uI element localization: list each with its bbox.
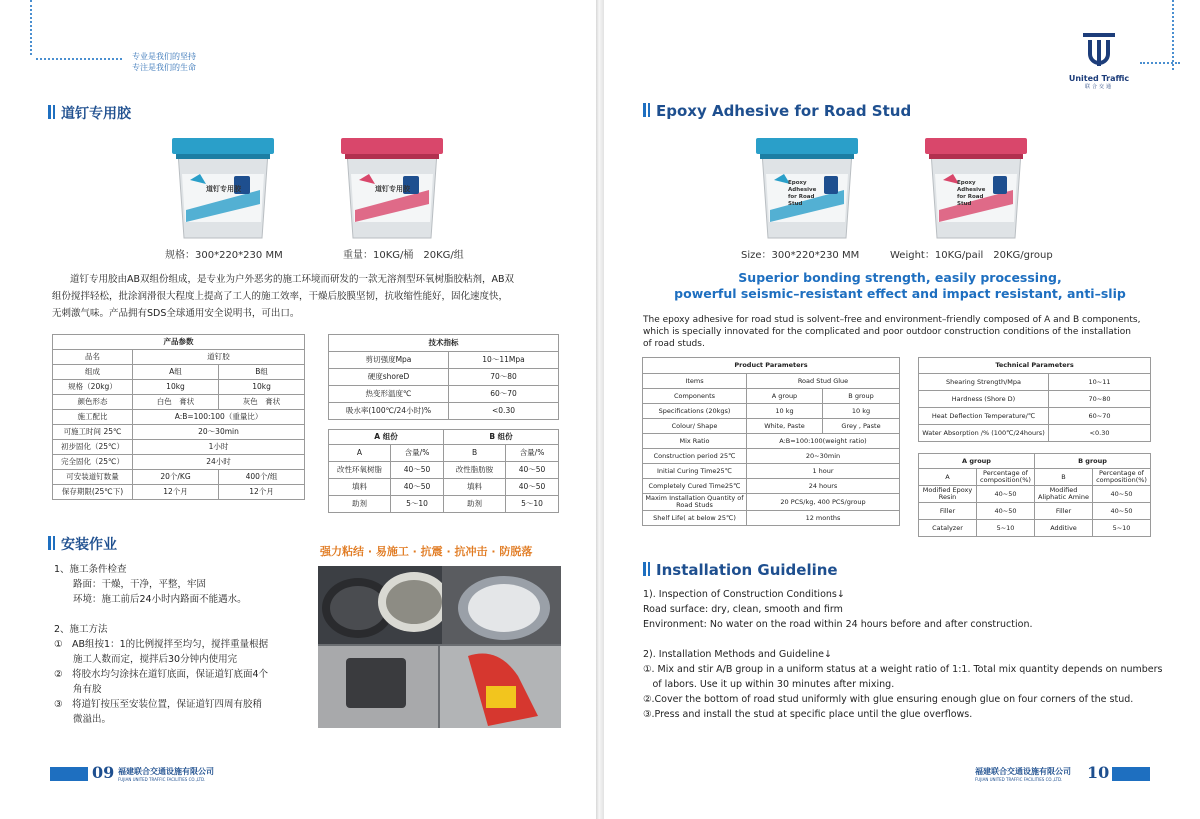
slogan-line-2: 专注是我们的生命 bbox=[132, 63, 196, 72]
technical-indicators-table bbox=[328, 334, 559, 420]
table-cell: White, Paste bbox=[747, 419, 823, 434]
install-line: 施工人数而定，搅拌后30分钟内使用完 bbox=[54, 654, 238, 665]
install-title-text: 安装作业 bbox=[61, 537, 117, 553]
footer-bar bbox=[1112, 767, 1150, 781]
install-steps bbox=[54, 562, 268, 727]
table-cell: Specifications (20kgs) bbox=[643, 404, 747, 419]
table-cell: Percentage of composition(%) bbox=[977, 469, 1035, 486]
table-cell: A bbox=[919, 469, 977, 486]
table-cell: 24小时 bbox=[133, 455, 305, 470]
install-line: ① AB组按1：1的比例搅拌至均匀，搅拌重量根据 bbox=[54, 639, 269, 650]
composition-table bbox=[328, 429, 559, 513]
table-cell: 10kg bbox=[133, 380, 219, 395]
table-row bbox=[919, 520, 1151, 537]
table-cell: 初步固化（25℃） bbox=[53, 440, 133, 455]
table-cell: 12个月 bbox=[219, 485, 305, 500]
table-cell: B组 bbox=[219, 365, 305, 380]
size-caption: Size：300*220*230 MM bbox=[741, 250, 860, 261]
table-row bbox=[53, 380, 305, 395]
feature-caption: 强力粘结 · 易施工 · 抗震 · 抗冲击 · 防脱落 bbox=[320, 545, 533, 558]
table-cell: 40～50 bbox=[391, 479, 444, 496]
table-header: B group bbox=[1035, 454, 1151, 469]
table-cell: <0.30 bbox=[1049, 425, 1151, 442]
table-cell: 助剂 bbox=[444, 496, 506, 513]
install-line: 2). Installation Methods and Guideline↓ bbox=[643, 649, 832, 660]
table-row bbox=[919, 374, 1151, 391]
product-bucket-a bbox=[752, 134, 862, 246]
install-line bbox=[54, 607, 268, 622]
table-header: B 组份 bbox=[444, 430, 559, 445]
table-cell: 组成 bbox=[53, 365, 133, 380]
description-line: 道钉专用胶由AB双组份组成，是专业为户外恶劣的施工环境而研发的一款无溶剂型环氧树脂胶粘剂，AB双 bbox=[70, 274, 515, 285]
table-cell: 品名 bbox=[53, 350, 133, 365]
table-cell: Colour/ Shape bbox=[643, 419, 747, 434]
table-cell: Modified Aliphatic Amine bbox=[1035, 486, 1093, 503]
table-cell: 白色 膏状 bbox=[133, 395, 219, 410]
bucket-label: 道钉专用胶 bbox=[206, 185, 241, 193]
table-cell: B bbox=[444, 445, 506, 462]
table-cell: Additive bbox=[1035, 520, 1093, 537]
weight-caption: 重量：10KG/桶 20KG/组 bbox=[343, 250, 464, 261]
tagline-line: powerful seismic–resistant effect and impact resistant, anti–slip bbox=[674, 286, 1126, 301]
table-cell: 20~30min bbox=[747, 449, 900, 464]
table-cell: 60～70 bbox=[449, 386, 559, 403]
product-parameters-table bbox=[642, 357, 900, 526]
install-line: ③ 将道钉按压至安装位置，保证道钉四周有胶稍 bbox=[54, 699, 263, 710]
installation-photo-collage bbox=[318, 566, 561, 728]
table-cell: 热变形温度℃ bbox=[329, 386, 449, 403]
table-row bbox=[919, 425, 1151, 442]
tagline-line: Superior bonding strength, easily processing, bbox=[738, 270, 1062, 285]
install-line bbox=[643, 632, 1163, 647]
install-line: 微溢出。 bbox=[54, 714, 112, 725]
decor-dotted-line bbox=[30, 0, 32, 55]
install-line: ②.Cover the bottom of road stud uniformly with glue ensuring enough glue on four corners of the stud. bbox=[643, 694, 1134, 705]
table-cell: 施工配比 bbox=[53, 410, 133, 425]
table-cell: 70~80 bbox=[1049, 391, 1151, 408]
table-cell: 剪切强度Mpa bbox=[329, 352, 449, 369]
table-cell: 10 kg bbox=[747, 404, 823, 419]
table-cell: Filler bbox=[1035, 503, 1093, 520]
table-row bbox=[53, 365, 305, 380]
table-cell: Road Stud Glue bbox=[747, 374, 900, 389]
ut-logo-icon bbox=[1079, 30, 1119, 70]
table-cell: 12 months bbox=[747, 511, 900, 526]
installation-photos-image bbox=[318, 566, 561, 728]
table-row bbox=[53, 350, 305, 365]
table-cell: B group bbox=[823, 389, 900, 404]
table-cell: Water Absorption /% (100℃/24hours) bbox=[919, 425, 1049, 442]
table-cell: 20～30min bbox=[133, 425, 305, 440]
table-cell: B bbox=[1035, 469, 1093, 486]
table-cell: 含量/% bbox=[506, 445, 559, 462]
install-line: 角有胶 bbox=[54, 684, 102, 695]
table-row bbox=[919, 503, 1151, 520]
table-row bbox=[643, 494, 900, 511]
install-line: 2、施工方法 bbox=[54, 624, 108, 635]
section-title bbox=[48, 103, 131, 123]
composition-table bbox=[918, 453, 1151, 537]
table-cell: 10kg bbox=[219, 380, 305, 395]
install-steps bbox=[643, 587, 1163, 722]
table-cell: 1 hour bbox=[747, 464, 900, 479]
table-row bbox=[329, 462, 559, 479]
spine bbox=[596, 0, 604, 819]
table-cell: Hardness (Shore D) bbox=[919, 391, 1049, 408]
table-row bbox=[329, 352, 559, 369]
install-line: 路面：干燥，干净，平整，牢固 bbox=[54, 579, 207, 590]
table-row bbox=[919, 469, 1151, 486]
logo-name: United Traffic bbox=[1068, 74, 1130, 83]
table-header: A group bbox=[919, 454, 1035, 469]
table-row bbox=[919, 408, 1151, 425]
install-line: 1). Inspection of Construction Conditions↓ bbox=[643, 589, 845, 600]
table-cell: A组 bbox=[133, 365, 219, 380]
table-cell: Initial Curing Time25℃ bbox=[643, 464, 747, 479]
table-cell: 70～80 bbox=[449, 369, 559, 386]
table-row bbox=[919, 391, 1151, 408]
bucket-label: Epoxy Adhesive for Road Stud bbox=[957, 180, 986, 207]
table-cell: Modified Epoxy Resin bbox=[919, 486, 977, 503]
footer-company-en: FUJIAN UNITED TRAFFIC FACILITIES CO.,LTD. bbox=[975, 777, 1063, 782]
install-line: ③.Press and install the stud at specific place until the glue overflows. bbox=[643, 709, 973, 720]
table-row bbox=[643, 511, 900, 526]
table-cell: 完全固化（25℃） bbox=[53, 455, 133, 470]
table-cell: 40~50 bbox=[1093, 503, 1151, 520]
table-cell: 硬度shoreD bbox=[329, 369, 449, 386]
table-row bbox=[643, 449, 900, 464]
table-cell: 40～50 bbox=[506, 479, 559, 496]
table-cell: 20 PCS/kg, 400 PCS/group bbox=[747, 494, 900, 511]
table-cell: Maxim Installation Quantity of Road Studs bbox=[643, 494, 747, 511]
slogan-line-1: 专业是我们的坚持 bbox=[132, 52, 196, 61]
table-cell: 40～50 bbox=[391, 462, 444, 479]
table-title: Product Parameters bbox=[643, 358, 900, 374]
table-cell: 20个/KG bbox=[133, 470, 219, 485]
table-cell: Heat Deflection Temperature/℃ bbox=[919, 408, 1049, 425]
install-line: 环境：施工前后24小时内路面不能遇水。 bbox=[54, 594, 247, 605]
table-cell: A bbox=[329, 445, 391, 462]
table-cell: Completely Cured Time25℃ bbox=[643, 479, 747, 494]
table-cell: 可施工时间 25℃ bbox=[53, 425, 133, 440]
table-row bbox=[329, 496, 559, 513]
install-line: ② 将胶水均匀涂抹在道钉底面，保证道钉底面4个 bbox=[54, 669, 269, 680]
table-row bbox=[53, 440, 305, 455]
table-cell: 400个/组 bbox=[219, 470, 305, 485]
size-caption: 规格：300*220*230 MM bbox=[165, 250, 283, 261]
table-row bbox=[643, 479, 900, 494]
install-section-title bbox=[643, 561, 838, 579]
description-line: which is specially innovated for the complicated and poor outdoor construction conditions of the installation bbox=[643, 327, 1131, 337]
table-cell: 24 hours bbox=[747, 479, 900, 494]
table-cell: 60~70 bbox=[1049, 408, 1151, 425]
table-cell: A:B=100:100(weight ratio) bbox=[747, 434, 900, 449]
table-row bbox=[329, 445, 559, 462]
product-bucket-a bbox=[168, 134, 278, 246]
section-title-text: 道钉专用胶 bbox=[61, 106, 131, 122]
install-title-text: Installation Guideline bbox=[656, 561, 838, 579]
table-cell: 10～11Mpa bbox=[449, 352, 559, 369]
table-cell: 40～50 bbox=[506, 462, 559, 479]
table-row bbox=[53, 455, 305, 470]
brand-logo bbox=[1066, 30, 1132, 90]
table-row bbox=[53, 485, 305, 500]
table-cell: 10 kg bbox=[823, 404, 900, 419]
table-cell: Mix Ratio bbox=[643, 434, 747, 449]
table-cell: 40~50 bbox=[1093, 486, 1151, 503]
section-title-text: Epoxy Adhesive for Road Stud bbox=[656, 102, 912, 120]
bucket-label: Epoxy Adhesive for Road Stud bbox=[788, 180, 817, 207]
table-row bbox=[643, 404, 900, 419]
table-cell: 12个月 bbox=[133, 485, 219, 500]
table-row bbox=[643, 464, 900, 479]
table-row bbox=[53, 425, 305, 440]
table-cell: Construction period 25℃ bbox=[643, 449, 747, 464]
footer-company-en: FUJIAN UNITED TRAFFIC FACILITIES CO.,LTD. bbox=[118, 777, 206, 782]
table-cell: 灰色 膏状 bbox=[219, 395, 305, 410]
table-cell: 含量/% bbox=[391, 445, 444, 462]
table-row bbox=[329, 403, 559, 420]
table-row bbox=[329, 369, 559, 386]
weight-caption: Weight：10KG/pail 20KG/group bbox=[890, 250, 1053, 261]
table-row bbox=[53, 395, 305, 410]
table-cell: Catalyzer bbox=[919, 520, 977, 537]
product-description bbox=[643, 314, 1163, 350]
product-bucket-b bbox=[921, 134, 1031, 246]
product-description bbox=[52, 271, 572, 322]
table-row bbox=[643, 389, 900, 404]
product-bucket-b bbox=[337, 134, 447, 246]
product-tagline bbox=[640, 270, 1160, 302]
install-line: 1、施工条件检查 bbox=[54, 564, 127, 575]
page-number: 10 bbox=[1087, 763, 1110, 782]
table-cell: Percentage of composition(%) bbox=[1093, 469, 1151, 486]
table-cell: A:B=100:100（重量比） bbox=[133, 410, 305, 425]
install-line: Environment: No water on the road within 24 hours before and after construction. bbox=[643, 619, 1033, 630]
description-line: 无刺激气味。产品拥有SDS全球通用安全说明书，可出口。 bbox=[52, 308, 300, 319]
table-cell: 填料 bbox=[444, 479, 506, 496]
table-cell: 1小时 bbox=[133, 440, 305, 455]
table-title: Technical Parameters bbox=[919, 358, 1151, 374]
table-cell: 5~10 bbox=[977, 520, 1035, 537]
page-number: 09 bbox=[92, 763, 115, 782]
table-cell: <0.30 bbox=[449, 403, 559, 420]
footer-bar bbox=[50, 767, 88, 781]
install-line: ①. Mix and stir A/B group in a uniform status at a weight ratio of 1:1. Total mix quantity depends on numbers bbox=[643, 664, 1163, 675]
table-row bbox=[919, 486, 1151, 503]
install-line: Road surface: dry, clean, smooth and firm bbox=[643, 604, 843, 615]
table-cell: 5～10 bbox=[506, 496, 559, 513]
table-row bbox=[53, 470, 305, 485]
table-cell: 吸水率(100℃/24小时)% bbox=[329, 403, 449, 420]
table-cell: Filler bbox=[919, 503, 977, 520]
install-line: of labors. Use it up within 30 minutes after mixing. bbox=[643, 679, 895, 690]
description-line: of road studs. bbox=[643, 339, 705, 349]
table-cell: A group bbox=[747, 389, 823, 404]
description-line: The epoxy adhesive for road stud is solvent–free and environment–friendly composed of A and B components, bbox=[643, 315, 1141, 325]
table-row bbox=[53, 410, 305, 425]
product-parameters-table bbox=[52, 334, 305, 500]
table-cell: 助剂 bbox=[329, 496, 391, 513]
table-cell: 5~10 bbox=[1093, 520, 1151, 537]
table-cell: 改性环氧树脂 bbox=[329, 462, 391, 479]
table-cell: 改性脂肪胺 bbox=[444, 462, 506, 479]
footer-company-cn: 福建联合交通设施有限公司 bbox=[118, 767, 214, 776]
table-cell: 可安装道钉数量 bbox=[53, 470, 133, 485]
logo-cn: 联合交通 bbox=[1084, 84, 1113, 90]
table-cell: Items bbox=[643, 374, 747, 389]
section-title bbox=[643, 102, 911, 120]
description-line: 组份搅拌轻松，批涂润滑很大程度上提高了工人的施工效率，干燥后胶膜坚韧，抗收缩性能好，固化速度快， bbox=[52, 291, 509, 302]
decor-dotted-line bbox=[1172, 0, 1174, 70]
table-cell: 10~11 bbox=[1049, 374, 1151, 391]
bucket-label: 道钉专用胶 bbox=[375, 185, 410, 193]
table-cell: Components bbox=[643, 389, 747, 404]
footer-company-cn: 福建联合交通设施有限公司 bbox=[975, 767, 1071, 776]
table-cell: 5～10 bbox=[391, 496, 444, 513]
table-cell: 填料 bbox=[329, 479, 391, 496]
table-title: 产品参数 bbox=[53, 335, 305, 350]
table-row bbox=[643, 434, 900, 449]
table-cell: 保存期限(25℃下) bbox=[53, 485, 133, 500]
table-row bbox=[329, 479, 559, 496]
slogan bbox=[132, 51, 196, 73]
table-row bbox=[643, 419, 900, 434]
table-cell: 道钉胶 bbox=[133, 350, 305, 365]
table-cell: Grey , Paste bbox=[823, 419, 900, 434]
technical-parameters-table bbox=[918, 357, 1151, 442]
table-cell: 规格（20kg） bbox=[53, 380, 133, 395]
table-cell: Shearing Strength/Mpa bbox=[919, 374, 1049, 391]
table-header: A 组份 bbox=[329, 430, 444, 445]
table-title: 技术指标 bbox=[329, 335, 559, 352]
table-cell: 40~50 bbox=[977, 486, 1035, 503]
table-cell: 40~50 bbox=[977, 503, 1035, 520]
table-cell: 颜色形态 bbox=[53, 395, 133, 410]
decor-dotted-line bbox=[36, 58, 122, 60]
table-cell: Shelf Life( at below 25℃) bbox=[643, 511, 747, 526]
install-section-title bbox=[48, 534, 117, 554]
table-row bbox=[643, 374, 900, 389]
table-row bbox=[329, 386, 559, 403]
decor-dotted-line bbox=[1140, 62, 1180, 64]
